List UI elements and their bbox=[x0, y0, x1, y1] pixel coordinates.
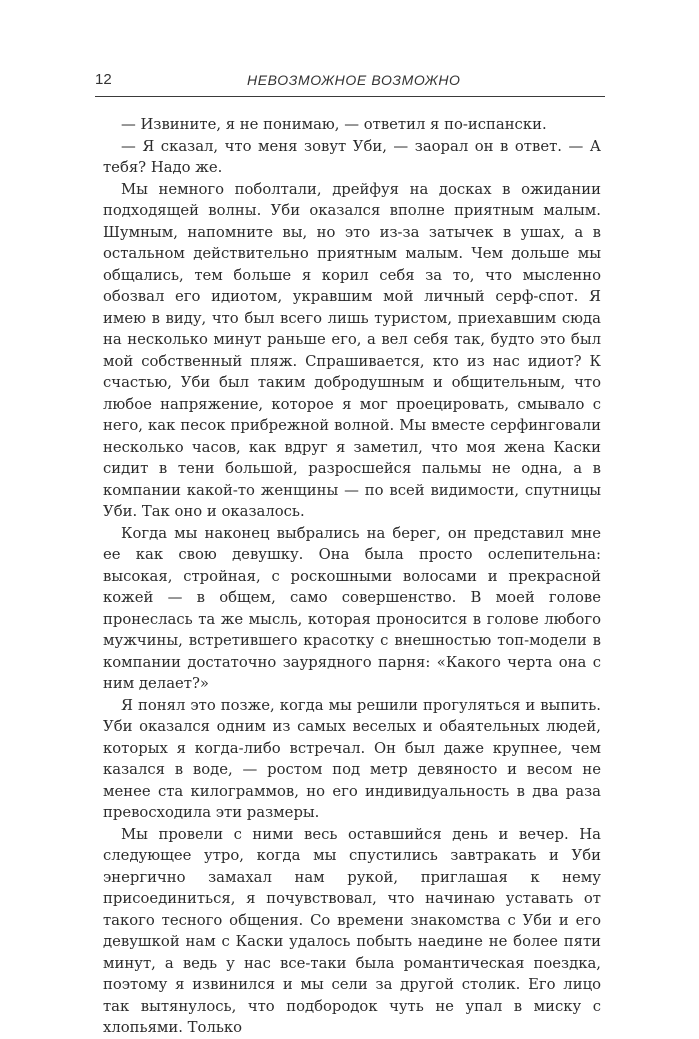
paragraph: Я понял это позже, когда мы решили прогуляться и выпить. Уби оказался одним из самых веселых и обаятельных людей, которых я когда-либо встречал. Он был даже крупнее, чем казался в воде, — ростом под метр девяносто и весом не менее ста килограммов, но его индивидуальность в два раза превосходила эти размеры. bbox=[103, 696, 601, 821]
running-title: НЕВОЗМОЖНОЕ ВОЗМОЖНО bbox=[247, 72, 461, 88]
paragraph: Мы немного поболтали, дрейфуя на досках в ожидании подходящей волны. Уби оказался вполне приятным малым. Шумным, напомните вы, но это из-за затычек в ушах, а в остальном действительно приятным малым. Чем дольше мы общались, тем больше я корил себя за то, что мысленно обозвал его идиотом, укравшим мой личный серф-спот. Я имею в виду, что был всего лишь туристом, приехавшим сюда на несколько минут раньше его, а вел себя так, будто это был мой собственный пляж. Спрашивается, кто из нас идиот? К счастью, Уби был таким добродушным и общительным, что любое напряжение, которое я мог проецировать, смывало с него, как песок прибрежной волной. Мы вместе серфинговали несколько часов, как вдруг я заметил, что моя жена Каски сидит в тени большой, разросшейся пальмы не одна, а в компании какой-то женщины — по всей видимости, спутницы Уби. Так оно и оказалось. bbox=[103, 180, 601, 520]
page-header bbox=[95, 70, 605, 97]
paragraph: Когда мы наконец выбрались на берег, он представил мне ее как свою девушку. Она была просто ослепительна: высокая, стройная, с роскошными волосами и прекрасной кожей — в общем, само совершенство. В моей голове пронеслась та же мысль, которая проносится в голове любого мужчины, встретившего красотку с внешностью топ-модели в компании достаточно заурядного парня: «Какого черта она с ним делает?» bbox=[103, 524, 601, 692]
paragraph: — Я сказал, что меня зовут Уби, — заорал он в ответ. — А тебя? Надо же. bbox=[103, 137, 601, 176]
page-number: 12 bbox=[95, 71, 112, 88]
body-text bbox=[103, 114, 601, 1039]
paragraph: Мы провели с ними весь оставшийся день и вечер. На следующее утро, когда мы спустились завтракать и Уби энергично замахал нам рукой, приглашая к нему присоединиться, я почувствовал, что начинаю уставать от такого тесного общения. Со времени знакомства с Уби и его девушкой нам с Каски удалось побыть наедине не более пяти минут, а ведь у нас все-таки была романтическая поездка, поэтому я извинился и мы сели за другой столик. Его лицо так вытянулось, что подбородок чуть не упал в миску с хлопьями. Только bbox=[103, 825, 601, 1036]
paragraph: — Извините, я не понимаю, — ответил я по-испански. bbox=[121, 116, 547, 133]
